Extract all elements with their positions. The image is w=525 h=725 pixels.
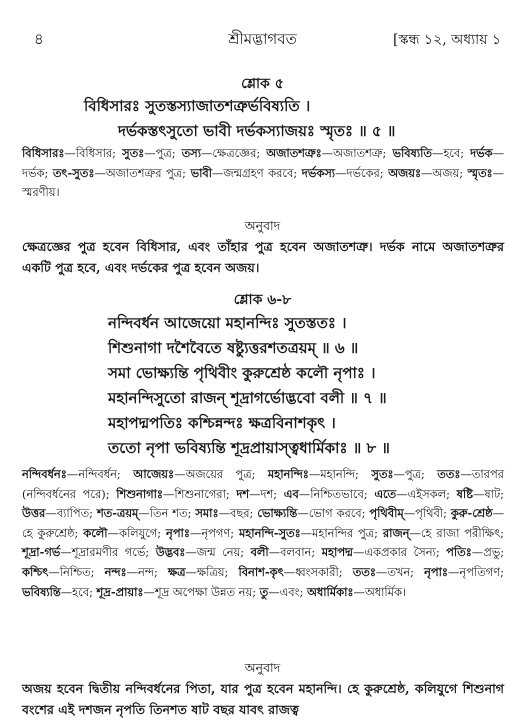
synonym-meaning: প্রভু — [483, 545, 501, 560]
synonym-meaning: বছর — [229, 506, 250, 521]
synonym-word: শূদ্রা-গর্ভ — [22, 545, 61, 560]
synonym-meaning: অজয় — [432, 165, 460, 180]
synonym-meaning: অজাতশত্রুর পুত্র — [105, 165, 183, 180]
synonym-word: তৎ-সুতঃ — [52, 165, 95, 180]
synonym-meaning: হবে — [443, 146, 461, 160]
verse-6-8-translation-heading: অনুবাদ — [244, 660, 281, 675]
synonym-word: তু — [259, 584, 269, 599]
verse-5-label: শ্লোক ৫ — [241, 76, 284, 92]
synonym-meaning: অজয়ের পুত্র — [185, 467, 252, 481]
synonym-meaning: নন্দ — [138, 564, 154, 579]
verse-6-8-label: শ্লোক ৬-৮ — [233, 292, 292, 308]
verse-6-8-translation: অজয় হবেন দ্বিতীয় নন্দিবর্ধনের পিতা, যার পুত্র হবেন মহানন্দি। হে কুরুশ্রেষ্ঠ, কলিযুগে শিশুনাগ বংশের এই দশজন নৃপতি তিনশত ষাট বছর যাবৎ রাজত্ব — [22, 681, 504, 717]
synonym-word: এব — [283, 486, 299, 501]
synonym-word: ভবিষ্যতি — [392, 146, 432, 160]
synonym-meaning: শূদ্রারমণীর গর্ভে — [71, 545, 146, 560]
synonym-meaning: বলবান — [280, 545, 312, 560]
synonym-meaning: দর্ভক — [22, 165, 45, 180]
synonym-meaning: জন্মগ্রহণ করবে — [223, 165, 294, 180]
synonym-meaning: নিশ্চিতভাবে — [310, 486, 364, 501]
synonym-word: শিশুনাগাঃ — [116, 486, 163, 501]
synonym-word: নৃপাঃ — [424, 564, 449, 579]
page-header — [24, 28, 501, 50]
synonym-meaning: হে রাজা পরীক্ষিৎ — [420, 525, 501, 540]
verse-5-translation: ক্ষেত্রজ্ঞের পুত্র হবেন বিধিসার, এবং তাঁহার পুত্র হবেন অজাতশত্রু। দর্ভক নামে অজাতশত্রুর একটি পুত্র হবে, এবং দর্ভকের পুত্র হবেন অজয়। — [22, 239, 504, 275]
synonym-meaning: নৃপতিগণ — [459, 564, 501, 579]
synonym-meaning: জন্ম নেয় — [196, 545, 241, 560]
synonym-word: ভবিষ্যন্তি — [22, 584, 61, 599]
synonym-meaning: ক্ষেত্রজ্ঞের — [212, 146, 257, 160]
synonym-word: বিধিসারঃ — [22, 146, 65, 160]
synonym-word: শত-ত্রয়ম্ — [96, 506, 139, 521]
synonym-word: সমাঃ — [195, 506, 219, 521]
synonym-meaning: দর্ভকের — [346, 165, 380, 180]
synonym-meaning: পৃথিবী — [415, 506, 444, 521]
synonym-word: ভাবী — [190, 165, 212, 180]
verse-6-8-line-5: মহাপদ্মপতিঃ কশ্চিন্নন্দঃ ক্ষত্রবিনাশকৃৎ । — [108, 414, 336, 432]
synonym-word: এতে — [374, 486, 397, 501]
synonym-meaning: ভোগ করবে — [308, 506, 362, 521]
verse-6-8-synonyms: নন্দিবর্ধনঃ—নন্দিবর্ধন; আজেয়ঃ—অজয়ের পুত্র; মহানন্দিঃ—মহানন্দি; সুতঃ—পুত্র; ততঃ—তারপর (নন্দিবর্ধনের পরে); শিশুনাগাঃ—শিশুনাগেরা; দশ—দশ; এব—নিশ্চিতভাবে; এতে—এইসকল; ষষ্টি—ষাট; উত্তর—ব্যাপিত; শত-ত্রয়ম্—তিন শত; সমাঃ—বছর; ভোক্ষ্যন্তি—ভোগ করবে; পৃথিবীম্—পৃথিবী; কুরু-শ্রেষ্ঠ—হে কুরুশ্রেষ্ঠ; কলৌ—কলিযুগে; নৃপাঃ—নৃপগণ; মহানন্দি-সুতঃ—মহানন্দির পুত্র; রাজন্—হে রাজা পরীক্ষিৎ; শূদ্রা-গর্ভ—শূদ্রারমণীর গর্ভে; উদ্ভবঃ—জন্ম নেয়; বলী—বলবান; মহাপদ্ম—একপ্রকার সৈন্য; পতিঃ—প্রভু; কশ্চিৎ—নিশ্চিত; নন্দঃ—নন্দ; ক্ষত্র—ক্ষত্রিয়; বিনাশ-কৃৎ—ধ্বংসকারী; ততঃ—তখন; নৃপাঃ—নৃপতিগণ; ভবিষ্যন্তি—হবে; শূদ্র-প্রায়াঃ—শূদ্র অপেক্ষা উন্নত নয়; তু—এবং; অধার্মিকাঃ—অধার্মিক। — [22, 467, 505, 599]
verse-5-translation-heading: অনুবাদ — [244, 218, 281, 233]
synonym-meaning: এবং — [279, 584, 300, 599]
verse-5-line-1: বিধিসারঃ সুতস্তস্যাজাতশত্রুর্ভবিষ্যতি । — [84, 97, 311, 115]
synonym-meaning: ব্যাপিত — [56, 506, 90, 521]
synonym-word: ততঃ — [352, 564, 376, 579]
synonym-word: ক্ষত্র — [167, 564, 186, 579]
synonym-meaning: অজাতশত্রু — [333, 146, 383, 160]
synonym-meaning: একপ্রকার সৈন্য — [364, 545, 436, 560]
verse-5-synonyms: বিধিসারঃ—বিধিসার; সুতঃ—পুত্র; তস্য—ক্ষেত্রজ্ঞের; অজাতশত্রুঃ—অজাতশত্রু; ভবিষ্যতি—হবে; দর্ভক—দর্ভক; তৎ-সুতঃ—অজাতশত্রুর পুত্র; ভাবী—জন্মগ্রহণ করবে; দর্ভকস্য—দর্ভকের; অজয়ঃ—অজয়; স্মৃতঃ—স্মরণীয়। — [22, 146, 504, 200]
synonym-word: উত্তর — [22, 506, 46, 521]
verse-6-8-line-1: নন্দিবর্ধন আজেয়ো মহানন্দিঃ সুতস্ততঃ । — [108, 314, 347, 332]
synonym-word: পতিঃ — [446, 545, 472, 560]
synonym-word: স্মৃতঃ — [467, 165, 493, 180]
synonym-word: নৃপাঃ — [166, 525, 190, 540]
synonym-word: নন্দিবর্ধনঃ — [22, 467, 67, 481]
synonym-meaning: পুত্র — [155, 146, 172, 160]
synonym-word: মহানন্দিঃ — [267, 467, 309, 481]
synonym-word: রাজন্ — [382, 525, 410, 540]
synonym-meaning: শিশুনাগেরা — [174, 486, 226, 501]
synonym-meaning: নন্দিবর্ধন — [78, 467, 117, 481]
verse-5-line-2: দর্ভকস্তৎসুতো ভাবী দর্ভকস্যাজয়ঃ স্মৃতঃ ॥ ৫ ॥ — [118, 122, 396, 140]
synonym-word: শূদ্র-প্রায়াঃ — [96, 584, 144, 599]
synonym-meaning: পুত্র — [404, 467, 421, 481]
synonym-word: অজাতশত্রুঃ — [266, 146, 322, 160]
synonym-word: ততঃ — [437, 467, 461, 481]
synonym-word: মহাপদ্ম — [321, 545, 353, 560]
synonym-meaning: নৃপগণ — [201, 525, 231, 540]
synonym-meaning: মহানন্দির পুত্র — [312, 525, 375, 540]
synonym-word: দশ — [236, 486, 250, 501]
synonym-meaning: বিধিসার — [75, 146, 113, 160]
synonym-word: তস্য — [181, 146, 201, 160]
synonym-word: কলৌ — [83, 525, 108, 540]
synonym-word: মহানন্দি-সুতঃ — [238, 525, 301, 540]
synonym-meaning: তারপর (নন্দিবর্ধনের পরে) — [22, 467, 504, 501]
book-title: শ্রীমদ্ভাগবত — [228, 30, 297, 48]
synonym-word: ভোক্ষ্যন্তি — [257, 506, 298, 521]
chapter-reference: [স্কন্ধ ১২, অধ্যায় ১ — [392, 32, 501, 48]
synonym-word: নন্দঃ — [104, 564, 127, 579]
synonym-meaning: তখন — [387, 564, 411, 579]
synonym-word: বিনাশ-কৃৎ — [238, 564, 284, 579]
synonym-meaning: দশ — [260, 486, 274, 501]
synonym-word: কুরু-শ্রেষ্ঠ — [450, 506, 493, 521]
synonym-word: দর্ভক — [470, 146, 493, 160]
synonym-word: সুতঃ — [371, 467, 394, 481]
synonym-word: অজয়ঃ — [388, 165, 422, 180]
synonym-meaning: ক্ষত্রিয় — [196, 564, 225, 579]
page-number: ৪ — [34, 30, 44, 48]
synonym-word: আজেয়ঃ — [133, 467, 175, 481]
synonym-meaning: কলিযুগে — [118, 525, 158, 540]
synonym-meaning: নিশ্চিত — [59, 564, 91, 579]
synonym-word: অধার্মিকাঃ — [306, 584, 354, 599]
synonym-word: সুতঃ — [122, 146, 145, 160]
verse-6-8-line-6: ততো নৃপা ভবিষ্যন্তি শূদ্রপ্রায়াস্ত্বধার্মিকাঃ ॥ ৮ ॥ — [108, 439, 390, 457]
synonym-word: উদ্ভবঃ — [155, 545, 186, 560]
synonym-meaning: ধ্বংসকারী — [295, 564, 339, 579]
synonym-word: বলী — [250, 545, 269, 560]
synonym-meaning: ষাট — [484, 486, 501, 501]
synonym-meaning: অধার্মিক — [364, 584, 402, 599]
synonym-meaning: হে কুরুশ্রেষ্ঠ — [22, 525, 75, 540]
synonym-word: ষষ্টি — [456, 486, 473, 501]
synonym-word: দর্ভকস্য — [301, 165, 336, 180]
verse-6-8-line-4: মহানন্দিসুতো রাজন্ শূদ্রাগর্ভোদ্ভবো বলী ॥ ৭ ॥ — [108, 389, 387, 407]
synonym-meaning: শূদ্র অপেক্ষা উন্নত নয় — [154, 584, 253, 599]
verse-6-8-line-3: সমা ভোক্ষ্যন্তি পৃথিবীং কুরুশ্রেষ্ঠ কলৌ নৃপাঃ । — [108, 364, 376, 382]
synonym-meaning: তিন শত — [149, 506, 188, 521]
synonym-meaning: হবে — [72, 584, 90, 599]
synonym-word: পৃথিবীম্ — [369, 506, 404, 521]
verse-6-8-line-2: শিশুনাগা দশৈবৈতে ষষ্ট্যুত্তরশতত্রয়ম্ ॥ ৬ ॥ — [108, 339, 359, 357]
synonym-meaning: স্মরণীয় — [22, 185, 56, 200]
synonym-meaning: মহানন্দি — [320, 467, 356, 481]
synonym-meaning: এইসকল — [407, 486, 447, 501]
synonym-word: কশ্চিৎ — [22, 564, 49, 579]
